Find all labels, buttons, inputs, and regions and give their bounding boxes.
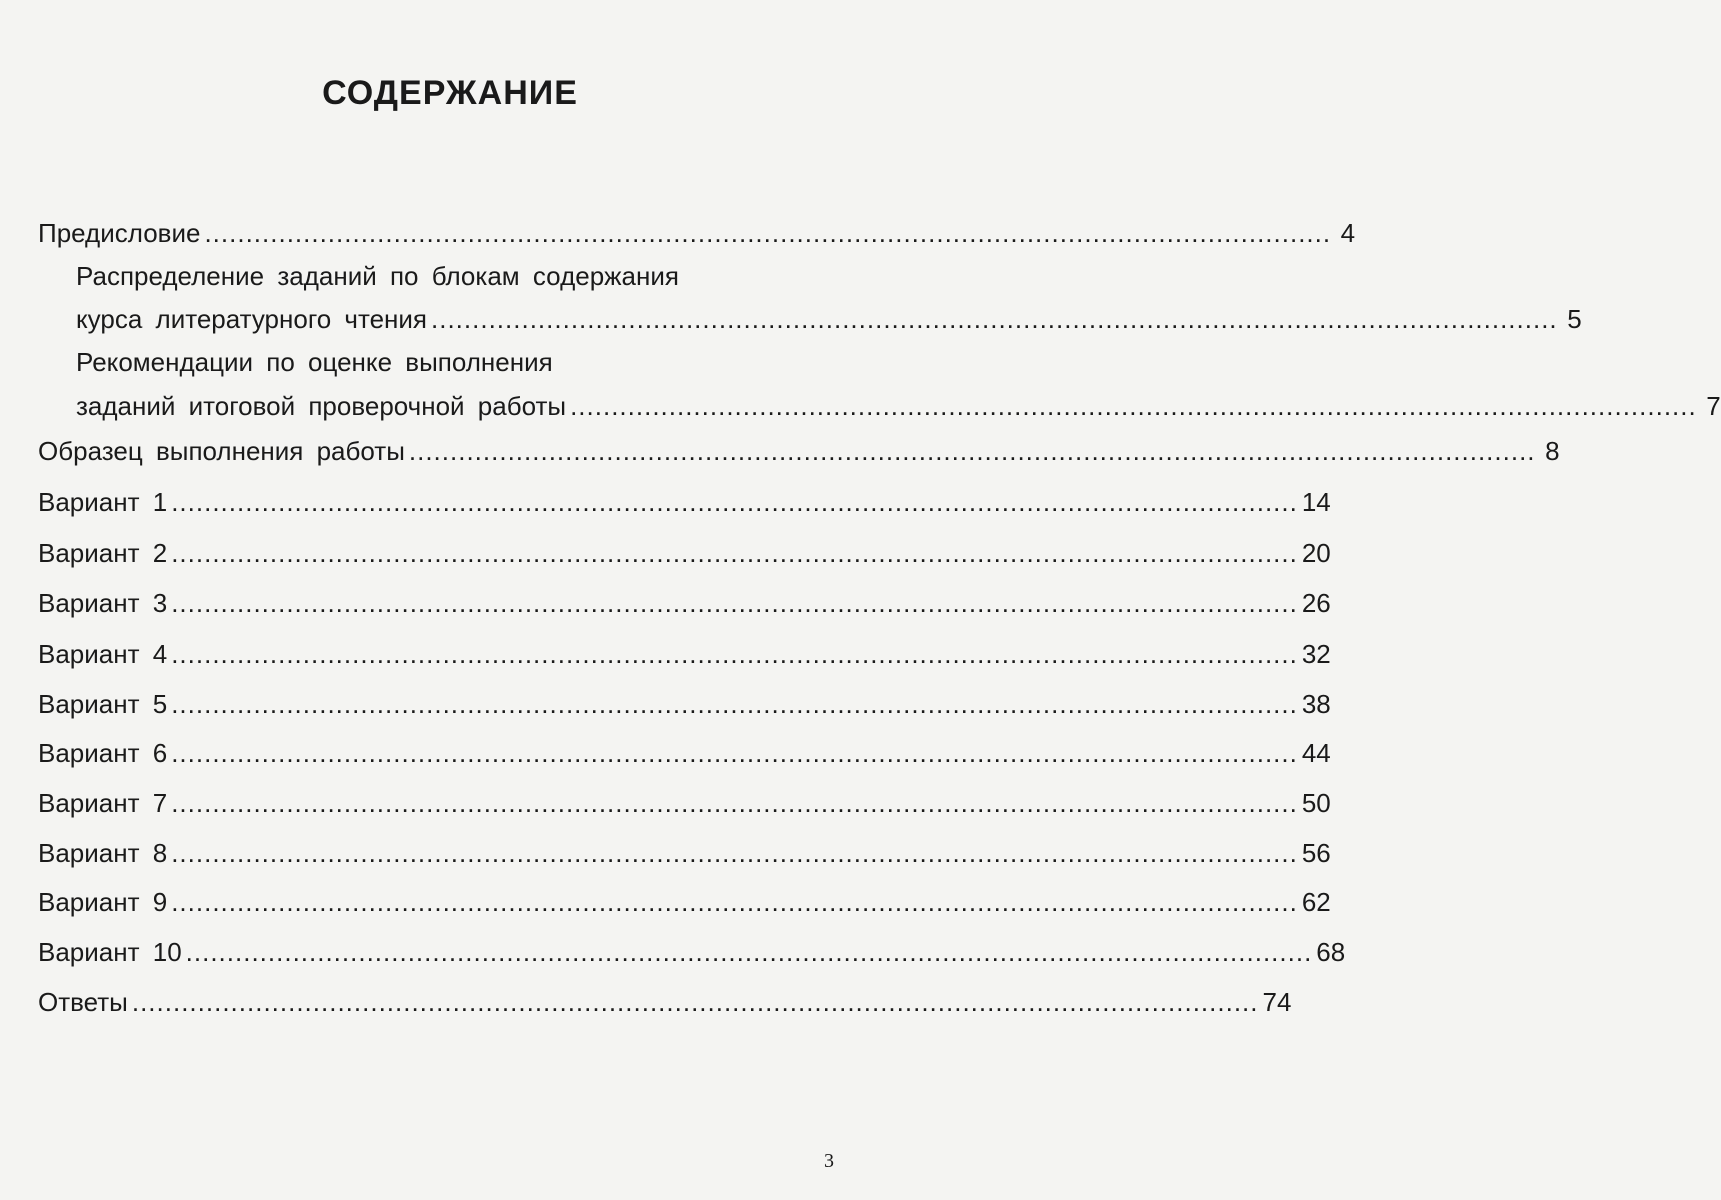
dot-leader: ......................................................................................................................................... [171, 887, 1298, 917]
toc-entry-variant-9 [38, 885, 1331, 919]
dot-leader: ......................................................................................................................................... [171, 738, 1298, 768]
toc-entry-label: Предисловие [38, 218, 201, 248]
toc-entry-page: 50 [1301, 788, 1331, 818]
dot-leader: ......................................................................................................................................... [570, 391, 1697, 421]
toc-entry-page: 7 [1706, 391, 1721, 421]
toc-entry-variant-4 [38, 637, 1331, 671]
toc-entry-label: Вариант 7 [38, 788, 168, 818]
toc-entry-answers [38, 985, 1292, 1019]
toc-entry-label: Вариант 3 [38, 588, 168, 618]
toc-entry-label: заданий итоговой проверочной работы [76, 391, 567, 421]
dot-leader: ......................................................................................................................................... [171, 588, 1298, 618]
toc-entry-page: 8 [1545, 436, 1560, 466]
toc-entry-variant-8 [38, 836, 1331, 870]
toc-entry-distribution-line1: Распределение заданий по блокам содержания [76, 261, 679, 291]
toc-entry-page: 38 [1301, 689, 1331, 719]
dot-leader: ......................................................................................................................................... [171, 487, 1298, 517]
toc-entry-variant-10 [38, 935, 1346, 969]
dot-leader: ......................................................................................................................................... [185, 937, 1313, 967]
toc-entry-distribution [76, 302, 1582, 336]
toc-entry-variant-2 [38, 536, 1331, 570]
dot-leader: ......................................................................................................................................... [431, 304, 1558, 334]
toc-entry-variant-5 [38, 687, 1331, 721]
page-title: СОДЕРЖАНИЕ [322, 74, 578, 112]
dot-leader: ......................................................................................................................................... [131, 987, 1259, 1017]
toc-entry-page: 62 [1301, 887, 1331, 917]
toc-entry-label: курса литературного чтения [76, 304, 428, 334]
toc-entry-preface [38, 216, 1356, 250]
page-number: 3 [824, 1150, 834, 1172]
toc-entry-page: 56 [1301, 838, 1331, 868]
toc-entry-label: Вариант 2 [38, 538, 168, 568]
toc-entry-page: 4 [1340, 218, 1356, 248]
toc-entry-label: Вариант 5 [38, 689, 168, 719]
toc-entry-recommendations-line1: Рекомендации по оценке выполнения [76, 347, 553, 377]
toc-entry-label: Вариант 10 [38, 937, 182, 967]
toc-entry-label: Вариант 4 [38, 639, 168, 669]
toc-entry-label: Вариант 8 [38, 838, 168, 868]
toc-entry-recommendations [76, 389, 1721, 423]
toc-entry-label: Вариант 9 [38, 887, 168, 917]
toc-entry-label: Ответы [38, 987, 128, 1017]
toc-entry-page: 5 [1567, 304, 1582, 334]
toc-entry-sample [38, 434, 1560, 468]
toc-entry-page: 74 [1262, 987, 1292, 1017]
dot-leader: ......................................................................................................................................... [171, 689, 1298, 719]
toc-entry-page: 26 [1301, 588, 1331, 618]
toc-entry-page: 14 [1301, 487, 1331, 517]
dot-leader: ......................................................................................................................................... [171, 788, 1298, 818]
toc-entry-variant-3 [38, 586, 1331, 620]
dot-leader: ......................................................................................................................................... [171, 639, 1298, 669]
toc-entry-variant-7 [38, 786, 1331, 820]
dot-leader: ......................................................................................................................................... [204, 218, 1332, 248]
toc-entry-page: 32 [1301, 639, 1331, 669]
toc-entry-page: 44 [1301, 738, 1331, 768]
dot-leader: ......................................................................................................................................... [171, 838, 1298, 868]
toc-entry-variant-6 [38, 736, 1331, 770]
toc-entry-variant-1 [38, 485, 1331, 519]
toc-entry-label: Вариант 1 [38, 487, 168, 517]
toc-entry-page: 20 [1301, 538, 1331, 568]
dot-leader: ......................................................................................................................................... [171, 538, 1298, 568]
toc-entry-label: Вариант 6 [38, 738, 168, 768]
toc-entry-page: 68 [1316, 937, 1346, 967]
toc-entry-label: Образец выполнения работы [38, 436, 405, 466]
dot-leader: ......................................................................................................................................... [408, 436, 1536, 466]
